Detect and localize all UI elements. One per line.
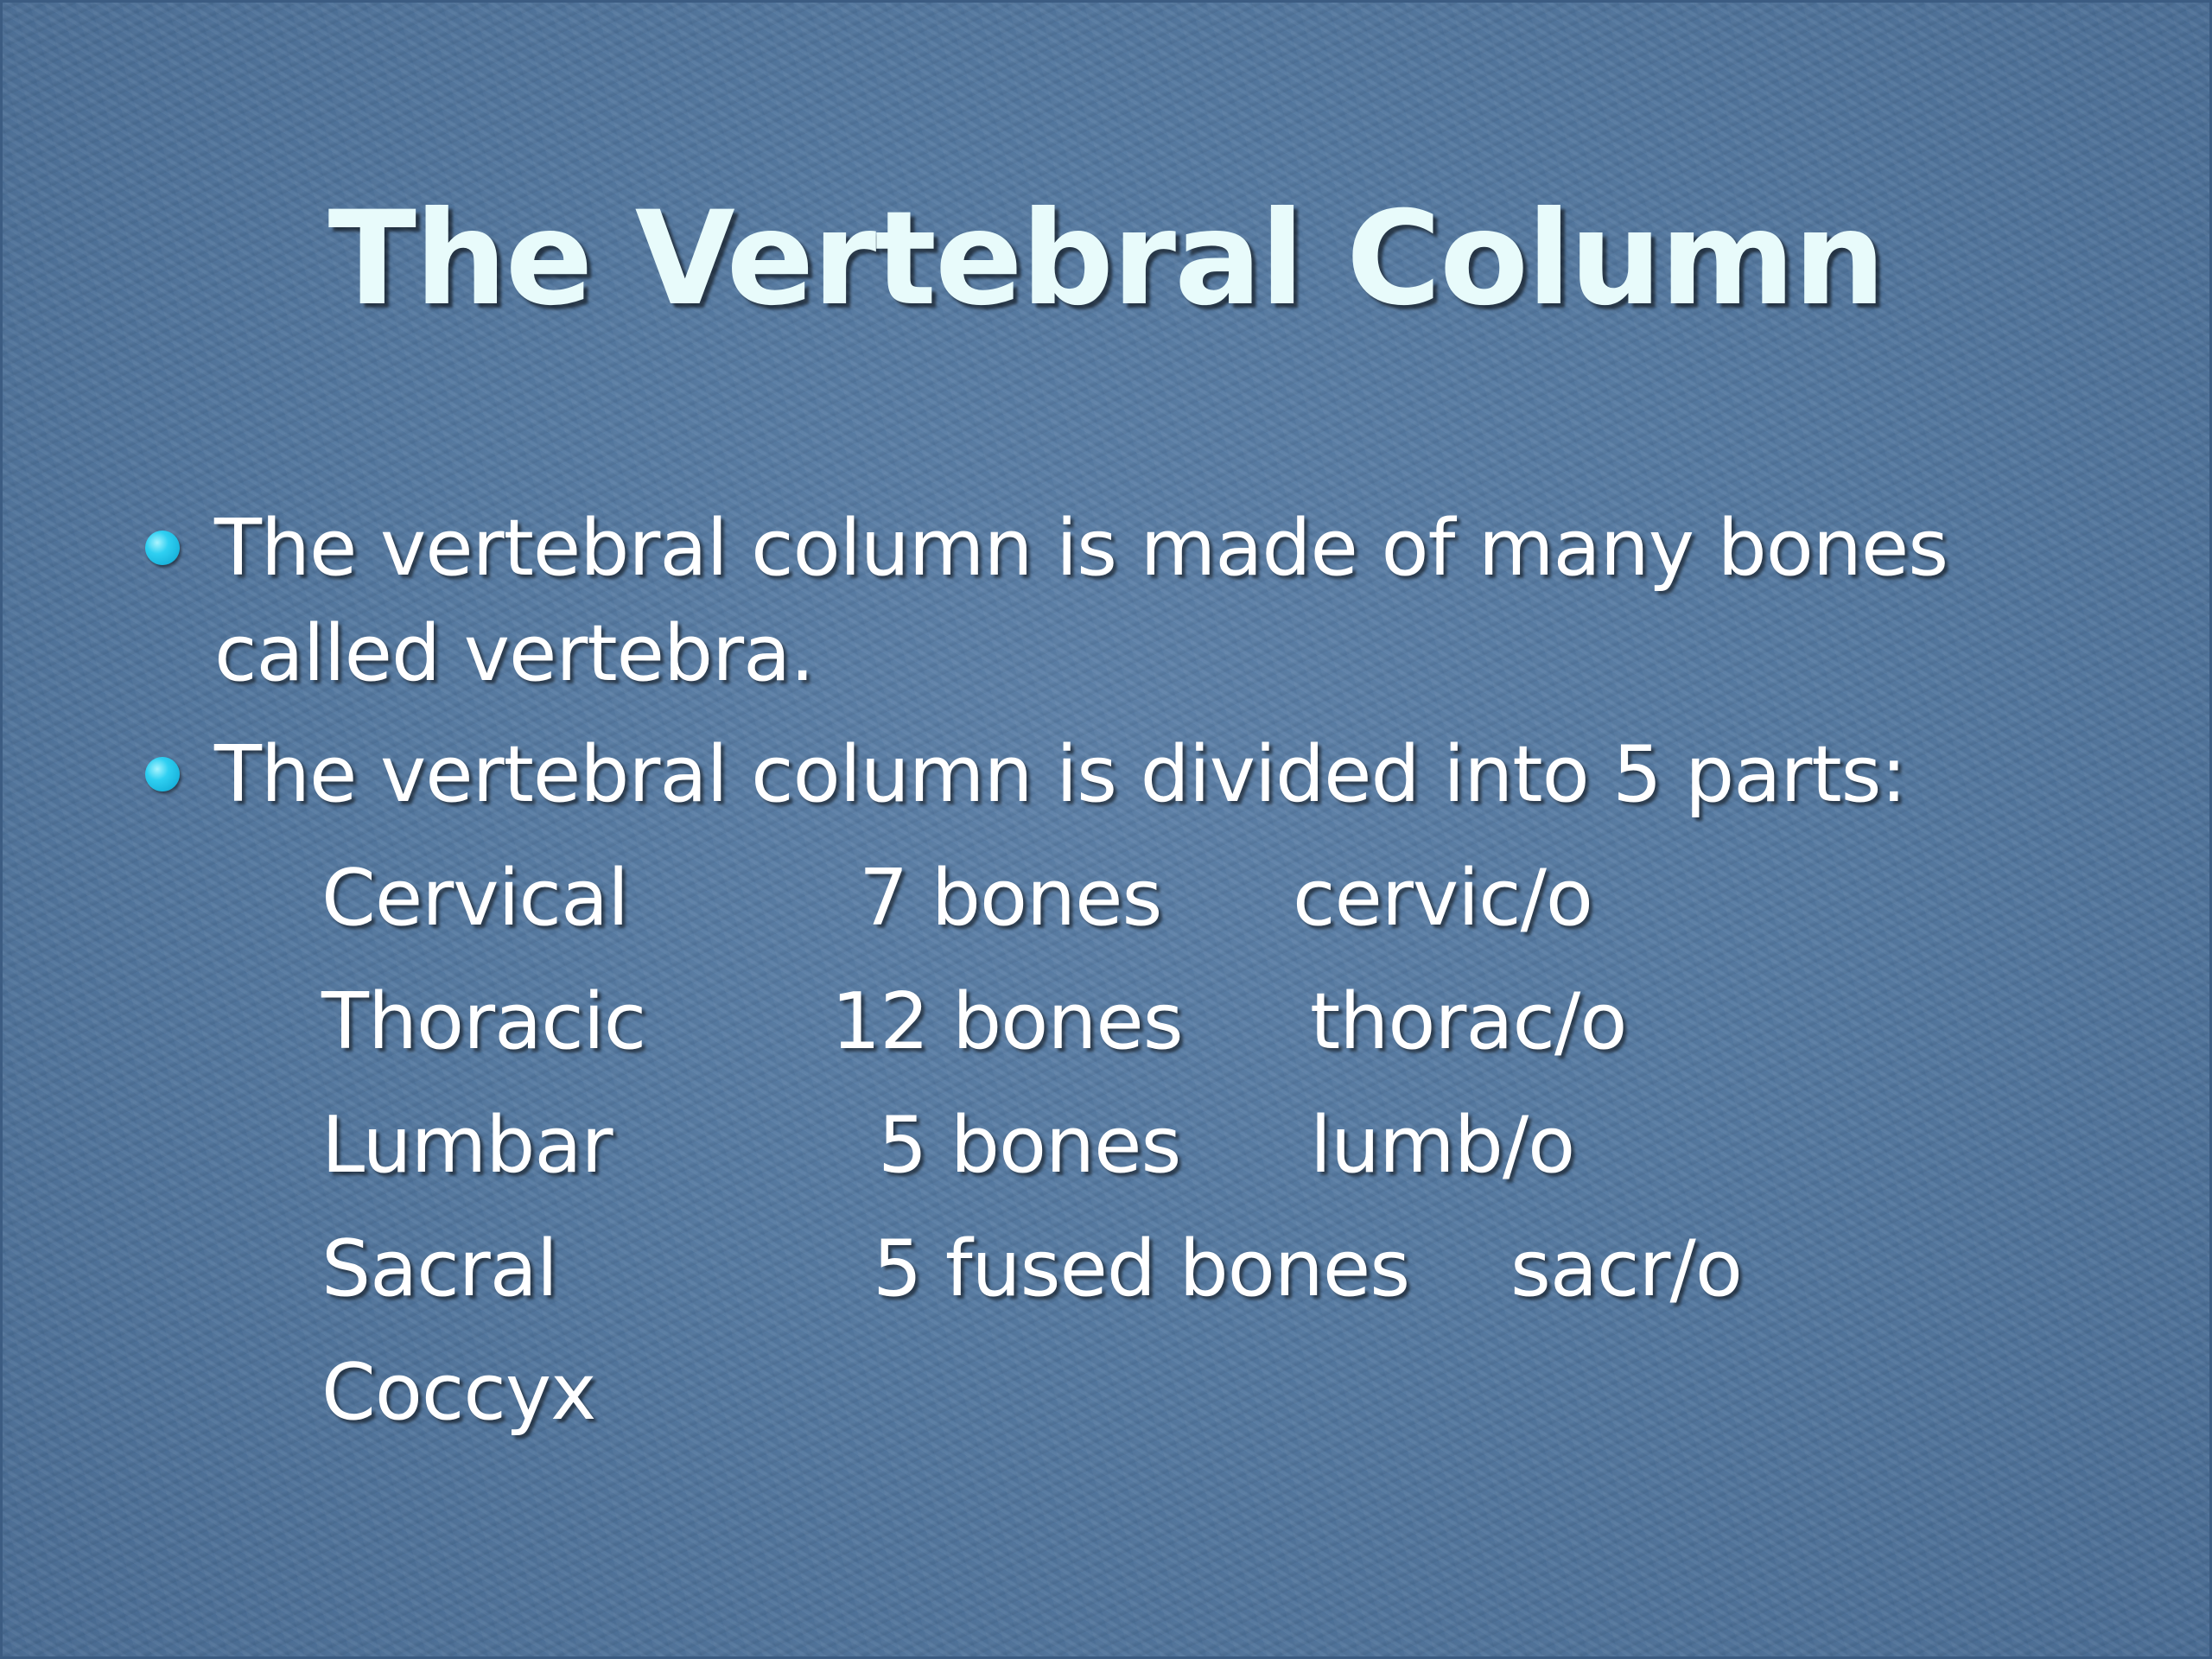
- bullet-item-1: The vertebral column is made of many bones called vertebra.: [214, 503, 1948, 699]
- part-name: Thoracic: [321, 976, 646, 1067]
- part-bone-count: 12 bones: [831, 976, 1183, 1067]
- part-name: Sacral: [321, 1224, 557, 1314]
- part-name: Cervical: [321, 853, 629, 944]
- part-row-cervical: [0, 838, 2212, 959]
- part-row-coccyx: [0, 1332, 2212, 1453]
- part-word-root: lumb/o: [1310, 1100, 1575, 1191]
- bullet-dot-icon: [145, 757, 180, 791]
- part-bone-count: 7 bones: [859, 853, 1162, 944]
- part-bone-count: 5 bones: [878, 1100, 1181, 1191]
- part-row-thoracic: [0, 962, 2212, 1083]
- part-row-lumbar: [0, 1085, 2212, 1206]
- part-word-root: sacr/o: [1510, 1224, 1742, 1314]
- part-name: Coccyx: [321, 1347, 596, 1438]
- part-name: Lumbar: [321, 1100, 613, 1191]
- part-word-root: cervic/o: [1293, 853, 1592, 944]
- bullet-dot-icon: [145, 531, 180, 565]
- slide-title: The Vertebral Column: [327, 184, 1885, 334]
- bullet-item-2: The vertebral column is divided into 5 parts:: [214, 729, 1906, 820]
- part-row-sacral: [0, 1209, 2212, 1330]
- part-word-root: thorac/o: [1310, 976, 1627, 1067]
- part-bone-count: 5 fused bones: [873, 1224, 1410, 1314]
